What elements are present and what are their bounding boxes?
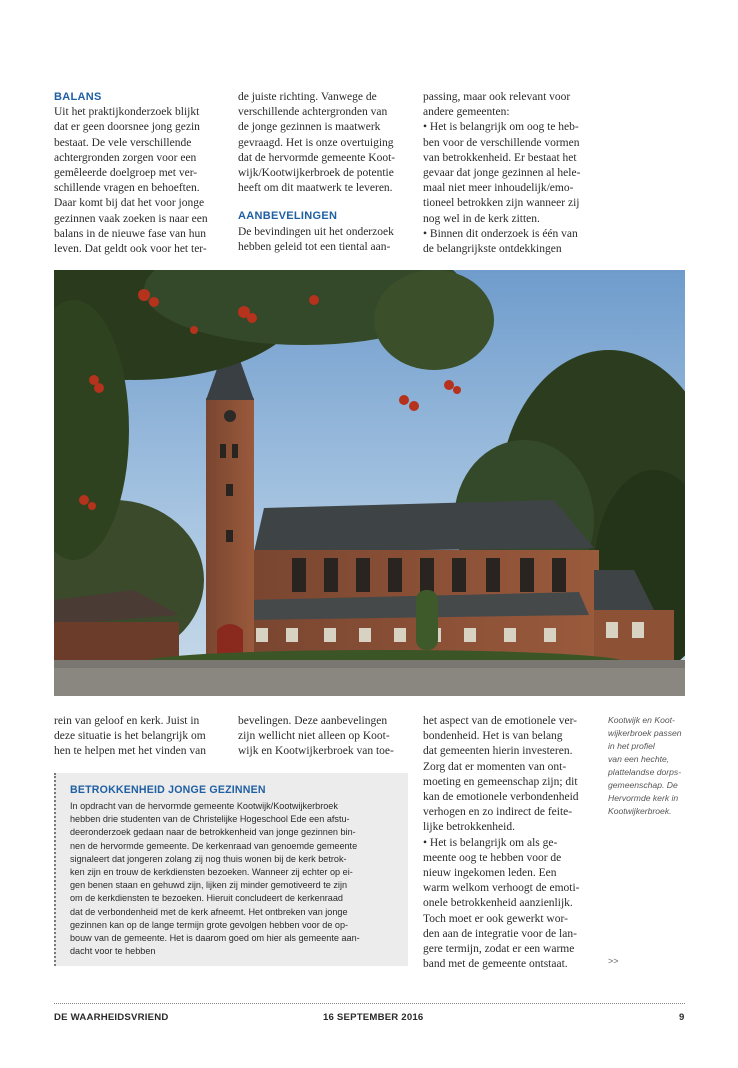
- church-photo: [54, 270, 685, 696]
- body-text: De bevindingen uit het onderzoek hebben geleid tot een tiental aan-: [238, 225, 394, 253]
- continue-marker: >>: [608, 956, 619, 966]
- info-box-heading: BETROKKENHEID JONGE GEZINNEN: [70, 784, 266, 796]
- body-text: het aspect van de emotionele ver- bondenheid. Het is van belang dat gemeenten hierin investeren. Zorg dat er momenten van ont- moeting en gemeenschap zijn; dit kan de emotionele verbondenheid verhogen en zo indirect de feite- lijke betrokkenheid. • Het is belangrijk om als ge- meente oog te hebben voor de nieuw ingekomen leden. Een warm welkom verhoogt de emoti- onele betrokkenheid aanzienlijk. Toch moet er ook gewerkt wor- den aan de integratie voor de lan- gere termijn, zodat er een warme band met de gemeente ontstaat.: [423, 715, 580, 971]
- section-heading-aanbevelingen: AANBEVELINGEN: [238, 210, 338, 223]
- info-box-text: In opdracht van de hervormde gemeente Kootwijk/Kootwijkerbroek hebben drie studenten van de Christelijke Hogeschool Ede een afstu- deeronderzoek gedaan naar de betrokkenheid van jonge gezinnen bin- nen de hervormde gemeente. De kerkenraad van genoemde gemeente signaleert dat jongeren zolang zij nog thuis wonen bij de kerk betrok- ken zijn en trouw de kerkdiensten bezoeken. Wanneer zij echter op ei- gen benen staan en gehuwd zijn, lijken zij minder gemotiveerd te zijn om de kerkdiensten te bezoeken. Hieruit concludeert de kerkenraad dat de verbondenheid met de kerk afneemt. Het ontbreken van jonge gezinnen kan op de lange termijn grote gevolgen hebben voor de op- bouw van de gemeente. Het is daarom goed om hier als gemeente aan- dacht voor te hebben: [70, 801, 360, 957]
- column-5: [238, 714, 406, 760]
- church-illustration: [54, 270, 685, 696]
- column-4: [54, 714, 222, 760]
- footer-divider: [54, 1003, 685, 1004]
- column-6: [423, 714, 598, 972]
- column-2: [238, 90, 406, 255]
- body-text: Uit het praktijkonderzoek blijkt dat er geen doorsnee jong gezin bestaat. De vele verschillende achtergronden zorgen voor een gemêleerde doelgroep met ver- schillende vragen en behoeften. Daar komt bij dat het voor jonge gezinnen vaak zoeken is naar een balans in de nieuwe fase van hun leven. Dat geldt ook voor het ter-: [54, 106, 208, 256]
- footer-page-number: 9: [679, 1012, 685, 1023]
- body-text: bevelingen. Deze aanbevelingen zijn wellicht niet alleen op Koot- wijk en Kootwijkerbroek van toe-: [238, 715, 394, 758]
- footer-date: 16 SEPTEMBER 2016: [323, 1012, 424, 1023]
- body-text: rein van geloof en kerk. Juist in deze situatie is het belangrijk om hen te helpen met het vinden van: [54, 715, 207, 758]
- photo-caption: [608, 714, 690, 818]
- body-text: de juiste richting. Vanwege de verschillende achtergronden van de jonge gezinnen is maatwerk gevraagd. Het is onze overtuiging dat de hervormde gemeente Koot- wijk/Kootwijkerbroek de potentie heeft om dit maatwerk te leveren.: [238, 91, 396, 195]
- column-3: [423, 90, 598, 257]
- column-balans: [54, 90, 222, 257]
- section-heading-balans: BALANS: [54, 91, 102, 103]
- caption-text: Kootwijk en Koot- wijkerbroek passen in het profiel van een hechte, plattelandse dorps- gemeenschap. De Hervormde kerk in Kootwijkerbroek.: [608, 715, 682, 816]
- info-box: [54, 773, 408, 966]
- body-text: passing, maar ook relevant voor andere gemeenten: • Het is belangrijk om oog te heb- ben voor de verschillende vormen van betrokkenheid. Er bestaat het gevaar dat jonge gezinnen al hele- maal niet meer inhoudelijk/emo- tioneel betrokken zijn wanneer zij nog wel in de kerk zitten. • Binnen dit onderzoek is één van de belangrijkste ontdekkingen: [423, 91, 581, 256]
- footer-publication: DE WAARHEIDSVRIEND: [54, 1012, 169, 1023]
